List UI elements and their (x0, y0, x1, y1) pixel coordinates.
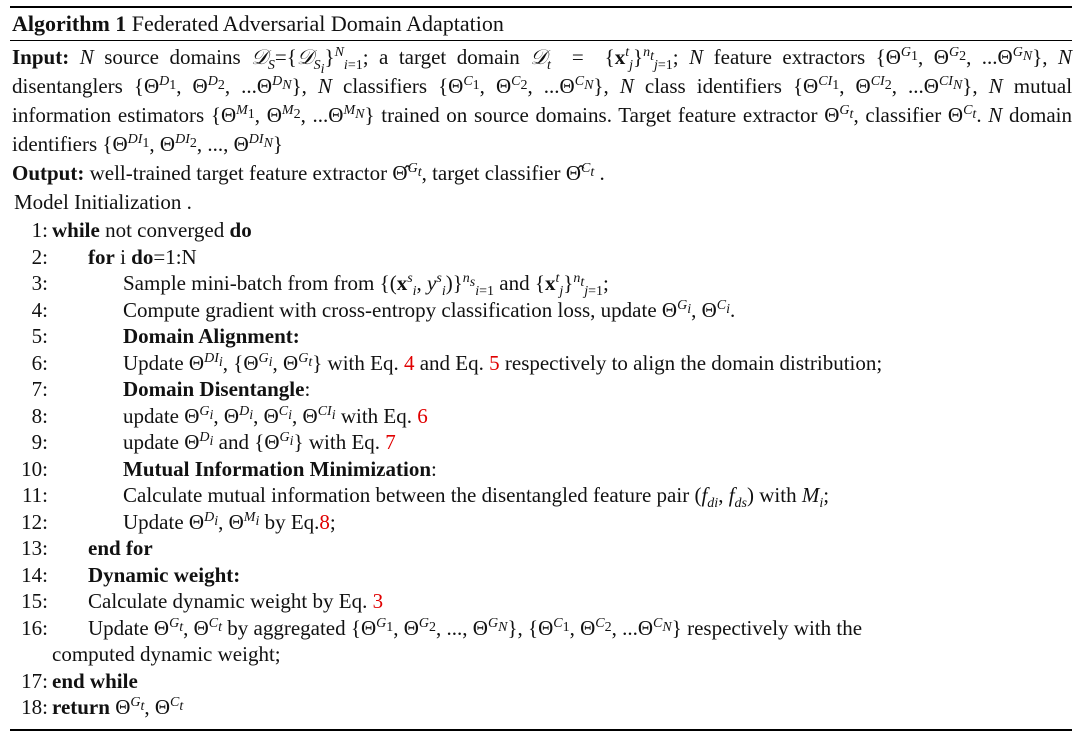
output-paragraph: Output: well-trained target feature extractor Θ̂$^{G_t}$, target classifier Θ̂$^{C_t}$ . (12, 161, 605, 185)
algo-line-16: 16: Update $\Theta^{G_t}$, $\Theta^{C_t}$ by aggregated {$\Theta^{G_1}$, $\Theta^{G_2}$, ..., $\Theta^{G_N}$}, {$\Theta^{C_1}$, $\Theta^{C_2}$, $...\Theta^{C_N}$} respectively with the (21, 615, 863, 640)
algorithm-block (10, 6, 1072, 731)
algo-line-15: 15: Calculate dynamic weight by Eq. 3 (21, 589, 384, 613)
algo-line-7: 7: Domain Disentangle: (31, 377, 311, 401)
input-section (10, 41, 1072, 188)
algo-line-2: 2: for i do=1:N (31, 244, 197, 269)
algo-line-10: 10: Mutual Information Minimization: (21, 456, 437, 481)
algo-line-9: 9: update $\Theta^{D_i}$ and $\{\Theta^{G_i}\}$ with Eq. 7 (31, 430, 396, 454)
input-paragraph: Input: N source domains 𝒟$_S$={𝒟$_{S_i}$}$^N_{i=1}$; a target domain 𝒟$_t$ = $\{x^t_j\}^{n_t}_{j=1}$; N feature extractors {$\Theta^{G_1}$, $\Theta^{G_2}$, $...\Theta^{G_N}$}, N disentanglers {$\Theta^{D_1}$, $\Theta^{D_2}$, $...\Theta^{D_N}$}, N classifiers {$\Theta^{C_1}$, $\Theta^{C_2}$, $...\Theta^{C_N}$}, N class identifiers {$\Theta^{CI_1}$, $\Theta^{CI_2}$, $...\Theta^{CI_N}$}, N mutual information estimators {$\Theta^{M_1}$, $\Theta^{M_2}$, $...\Theta^{M_N}$} trained on source domains. Target feature extractor $\Theta^{G_t}$, classifier $\Theta^{C_t}$. N domain identifiers {$\Theta^{DI_1}$, $\Theta^{DI_2}$, ..., $\Theta^{DI_N}$} (12, 45, 1073, 156)
algo-line-8: 8: update $\Theta^{G_i}$, $\Theta^{D_i}$, $\Theta^{C_i}$, $\Theta^{CI_i}$ with Eq. 6 (31, 403, 428, 428)
model-initialization: Model Initialization . (14, 190, 192, 214)
eq-4-link[interactable]: 4 (403, 350, 415, 375)
eq-3-link[interactable]: 3 (372, 589, 384, 613)
output-label: Output: (12, 161, 85, 185)
algo-line-13: 13: end for (21, 536, 153, 560)
eq-5-link[interactable]: 5 (489, 350, 500, 375)
algorithm-label: Algorithm 1 (12, 11, 127, 36)
algo-line-3: 3: Sample mini-batch from from {($x^s_i$, $y^s_i)\}^{n_s}_{i=1}$ and $\{x^t_j\}^{n_t}_{j=1}$; (31, 271, 609, 300)
algorithm-lines (10, 217, 1072, 721)
eq-6-link[interactable]: 6 (417, 403, 428, 428)
algo-line-17: 17: end while (21, 668, 138, 693)
algo-line-14: 14: Dynamic weight: (21, 562, 241, 587)
eq-8-link[interactable]: 8 (319, 509, 330, 534)
algorithm-title: Federated Adversarial Domain Adaptation (131, 11, 504, 36)
algo-line-16-continuation: computed dynamic weight; (52, 642, 281, 666)
algo-line-1: 1: while not converged do (31, 218, 252, 242)
bottom-rule (10, 729, 1072, 731)
eq-7-link[interactable]: 7 (385, 430, 396, 454)
algorithm-caption (10, 8, 1072, 40)
algo-line-12: 12: Update $\Theta^{D_i}$, $\Theta^{M_i}$ by Eq.8; (21, 509, 336, 534)
algo-line-5: 5: Domain Alignment: (31, 324, 300, 348)
input-label: Input: (12, 45, 70, 69)
algo-line-6: 6: Update $\Theta^{DI_i}$, {$\Theta^{G_i}$, $\Theta^{G_t}$} with Eq. 4 and Eq. 5 respectively to align the domain distribution; (31, 350, 883, 375)
algo-line-18: 18: return $\Theta^{G_t}$, $\Theta^{C_t}$ (21, 695, 184, 719)
algo-line-4: 4: Compute gradient with cross-entropy classification loss, update $\Theta^{G_i}$, $\Theta^{C_i}$. (31, 297, 736, 322)
algo-line-11: 11: Calculate mutual information between the disentangled feature pair ($f_{di}$, $f_{ds}$) with $M_i$; (21, 483, 830, 512)
